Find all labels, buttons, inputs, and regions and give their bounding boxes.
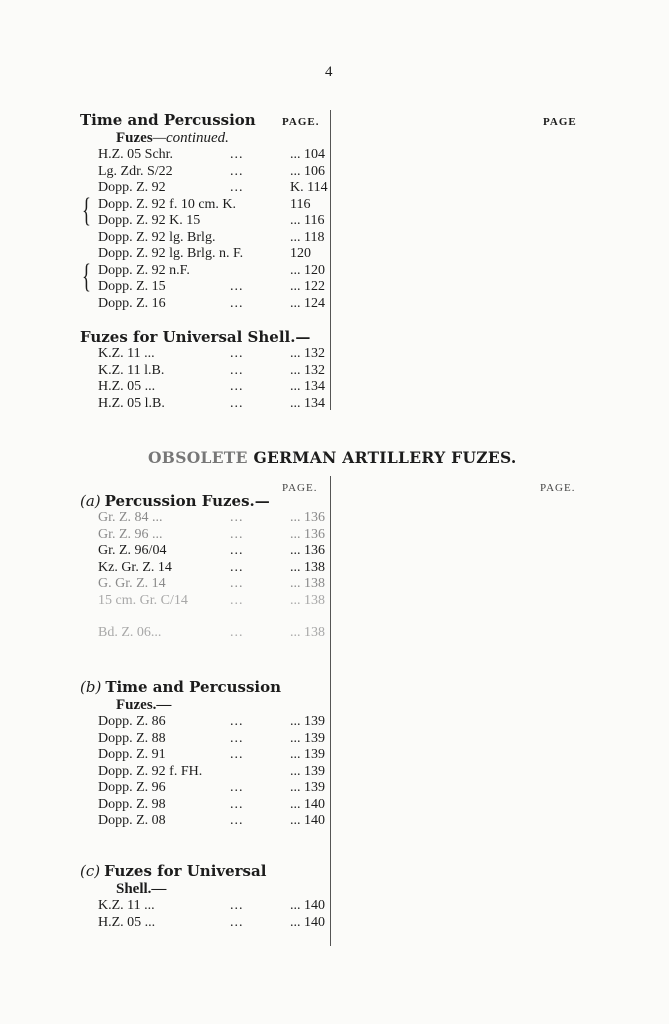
entry-name: Dopp. Z. 08 <box>98 813 166 828</box>
entry-page: ... 139 <box>290 747 325 762</box>
list-item <box>80 813 330 830</box>
entry-page: ... 118 <box>290 229 325 245</box>
list-item <box>80 560 330 577</box>
entry-name: H.Z. 05 Schr. <box>98 147 174 162</box>
entry-leader-dots: ... <box>230 730 244 746</box>
list-item <box>80 213 330 230</box>
entry-page: 116 <box>290 196 311 212</box>
entry-leader-dots: ... <box>230 279 244 294</box>
entry-list <box>80 714 330 830</box>
entry-leader-dots: ... <box>230 526 244 542</box>
entry-name: Kz. Gr. Z. 14 <box>98 559 172 575</box>
section-subtitle: Fuzes.— <box>116 697 172 713</box>
entry-leader-dots: ... <box>230 180 244 195</box>
entry-name: Dopp. Z. 16 <box>98 295 166 311</box>
section-time-percussion-obsolete <box>80 678 330 830</box>
entry-page: ... 139 <box>290 714 325 729</box>
entry-name: K.Z. 11 l.B. <box>98 362 165 378</box>
entry-page: ... 138 <box>290 559 325 575</box>
section-title <box>80 678 330 696</box>
entry-leader-dots: ... <box>230 559 244 575</box>
entry-name: Dopp. Z. 92 f. FH. <box>98 763 203 779</box>
section-tag: (b) <box>80 678 102 696</box>
entry-page: K. 114 <box>290 180 328 195</box>
entry-page: ... 134 <box>290 395 325 411</box>
section-title <box>80 862 330 880</box>
entry-name: Dopp. Z. 86 <box>98 714 166 729</box>
entry-name: Dopp. Z. 15 <box>98 279 166 294</box>
list-item <box>80 576 330 593</box>
list-item <box>80 180 330 197</box>
page-column-header: PAGE. <box>282 482 318 494</box>
brace-mark: { <box>82 192 91 229</box>
list-item <box>80 346 330 363</box>
entry-leader-dots: ... <box>230 592 244 608</box>
entry-leader-dots: ... <box>230 914 244 930</box>
entry-leader-dots: ... <box>230 362 244 378</box>
entry-name: Gr. Z. 84 ... <box>98 510 163 525</box>
section-universal-shell <box>80 328 330 412</box>
list-item <box>80 714 330 731</box>
entry-leader-dots: ... <box>230 163 244 179</box>
list-item <box>80 147 330 164</box>
entry-name: H.Z. 05 ... <box>98 379 156 394</box>
section-tag: (a) <box>80 492 101 510</box>
list-item <box>80 279 330 296</box>
entry-leader-dots: ... <box>230 510 244 525</box>
entry-leader-dots: ... <box>230 346 244 361</box>
entry-leader-dots: ... <box>230 747 244 762</box>
entry-page: ... 139 <box>290 730 325 746</box>
section-time-percussion-continued <box>80 111 330 312</box>
entry-page: ... 132 <box>290 362 325 378</box>
entry-name: Dopp. Z. 92 <box>98 180 166 195</box>
page-column-header-right: PAGE. <box>540 482 576 494</box>
list-item <box>80 797 330 814</box>
entry-list <box>80 898 330 931</box>
page-column-header: PAGE. <box>282 116 320 128</box>
subtitle-continued: —continued. <box>152 130 229 146</box>
entry-page: ... 104 <box>290 147 325 162</box>
subtitle-bold: Fuzes <box>116 130 153 146</box>
section-title <box>80 492 330 510</box>
list-item <box>80 263 330 280</box>
column-divider <box>330 476 331 946</box>
entry-name: G. Gr. Z. 14 <box>98 576 166 591</box>
entry-name: Dopp. Z. 92 lg. Brlg. n. F. <box>98 246 244 261</box>
entry-leader-dots: ... <box>230 379 244 394</box>
section-universal-shell-obsolete <box>80 862 330 931</box>
entry-name: Dopp. Z. 88 <box>98 730 166 746</box>
entry-name: Gr. Z. 96/04 <box>98 543 167 558</box>
list-item <box>80 625 330 642</box>
entry-name: H.Z. 05 ... <box>98 914 156 930</box>
section-subtitle: Shell.— <box>116 881 167 897</box>
entry-leader-dots: ... <box>230 813 244 828</box>
list-item <box>80 164 330 181</box>
entry-page: 120 <box>290 246 311 261</box>
list-item <box>80 747 330 764</box>
entry-name: Dopp. Z. 96 <box>98 780 166 795</box>
list-item <box>80 296 330 313</box>
entry-page: ... 134 <box>290 379 325 394</box>
entry-name: Bd. Z. 06... <box>98 625 162 640</box>
section-title: Time and Percussion <box>80 111 256 129</box>
entry-name: Dopp. Z. 98 <box>98 796 166 812</box>
section-title: Fuzes for Universal Shell.— <box>80 328 311 346</box>
entry-page: ... 122 <box>290 279 325 294</box>
list-item <box>80 527 330 544</box>
entry-leader-dots: ... <box>230 576 244 591</box>
entry-page: ... 138 <box>290 625 325 640</box>
section-title-text: Time and Percussion <box>105 678 282 696</box>
entry-name: Gr. Z. 96 ... <box>98 526 163 542</box>
entry-name: K.Z. 11 ... <box>98 346 155 361</box>
list-item <box>80 197 330 214</box>
entry-page: ... 139 <box>290 763 325 779</box>
list-item <box>80 396 330 413</box>
entry-leader-dots: ... <box>230 898 244 913</box>
list-item <box>80 780 330 797</box>
entry-list <box>80 346 330 412</box>
entry-page: ... 139 <box>290 780 325 795</box>
list-item <box>80 510 330 527</box>
list-item <box>80 363 330 380</box>
list-item <box>80 379 330 396</box>
entry-page: ... 120 <box>290 262 325 278</box>
page-column-header-right: PAGE <box>543 116 577 128</box>
entry-page: ... 136 <box>290 543 325 558</box>
entry-leader-dots: ... <box>230 147 244 162</box>
entry-name: Dopp. Z. 92 K. 15 <box>98 213 201 228</box>
entry-page: ... 138 <box>290 592 325 608</box>
entry-name: Dopp. Z. 92 f. 10 cm. K. <box>98 196 237 212</box>
entry-name: Dopp. Z. 91 <box>98 747 166 762</box>
entry-name: K.Z. 11 ... <box>98 898 155 913</box>
entry-leader-dots: ... <box>230 295 244 311</box>
entry-page: ... 106 <box>290 163 325 179</box>
list-item <box>80 915 330 932</box>
list-item <box>80 543 330 560</box>
main-heading <box>148 448 517 467</box>
entry-name: Lg. Zdr. S/22 <box>98 163 173 179</box>
page-number: 4 <box>325 64 333 80</box>
section-percussion-fuzes <box>80 492 330 642</box>
entry-list <box>80 510 330 642</box>
list-item <box>80 593 330 610</box>
entry-page: ... 136 <box>290 510 325 525</box>
entry-page: ... 124 <box>290 295 325 311</box>
entry-page: ... 140 <box>290 796 325 812</box>
brace-mark: { <box>82 258 91 295</box>
entry-page: ... 140 <box>290 914 325 930</box>
list-item <box>80 230 330 247</box>
entry-page: ... 116 <box>290 213 325 228</box>
entry-name: Dopp. Z. 92 lg. Brlg. <box>98 229 216 245</box>
column-divider <box>330 110 331 410</box>
entry-list <box>80 147 330 312</box>
list-item <box>80 764 330 781</box>
heading-faded-part: OBSOLETE <box>148 448 248 467</box>
list-item <box>80 898 330 915</box>
section-title-text: Percussion Fuzes.— <box>104 492 270 510</box>
heading-rest: GERMAN ARTILLERY FUZES. <box>247 448 517 467</box>
entry-leader-dots: ... <box>230 625 244 640</box>
entry-name: Dopp. Z. 92 n.F. <box>98 262 190 278</box>
entry-name: 15 cm. Gr. C/14 <box>98 592 188 608</box>
entry-leader-dots: ... <box>230 780 244 795</box>
list-item <box>80 731 330 748</box>
entry-leader-dots: ... <box>230 395 244 411</box>
entry-leader-dots: ... <box>230 543 244 558</box>
entry-page: ... 140 <box>290 898 325 913</box>
entry-leader-dots: ... <box>230 714 244 729</box>
entry-name: H.Z. 05 l.B. <box>98 395 165 411</box>
section-subtitle <box>80 129 330 147</box>
section-tag: (c) <box>80 862 101 880</box>
entry-leader-dots: ... <box>230 796 244 812</box>
entry-page: ... 132 <box>290 346 325 361</box>
entry-page: ... 136 <box>290 526 325 542</box>
section-title-text: Fuzes for Universal <box>104 862 267 880</box>
entry-page: ... 138 <box>290 576 325 591</box>
list-item <box>80 246 330 263</box>
entry-page: ... 140 <box>290 813 325 828</box>
